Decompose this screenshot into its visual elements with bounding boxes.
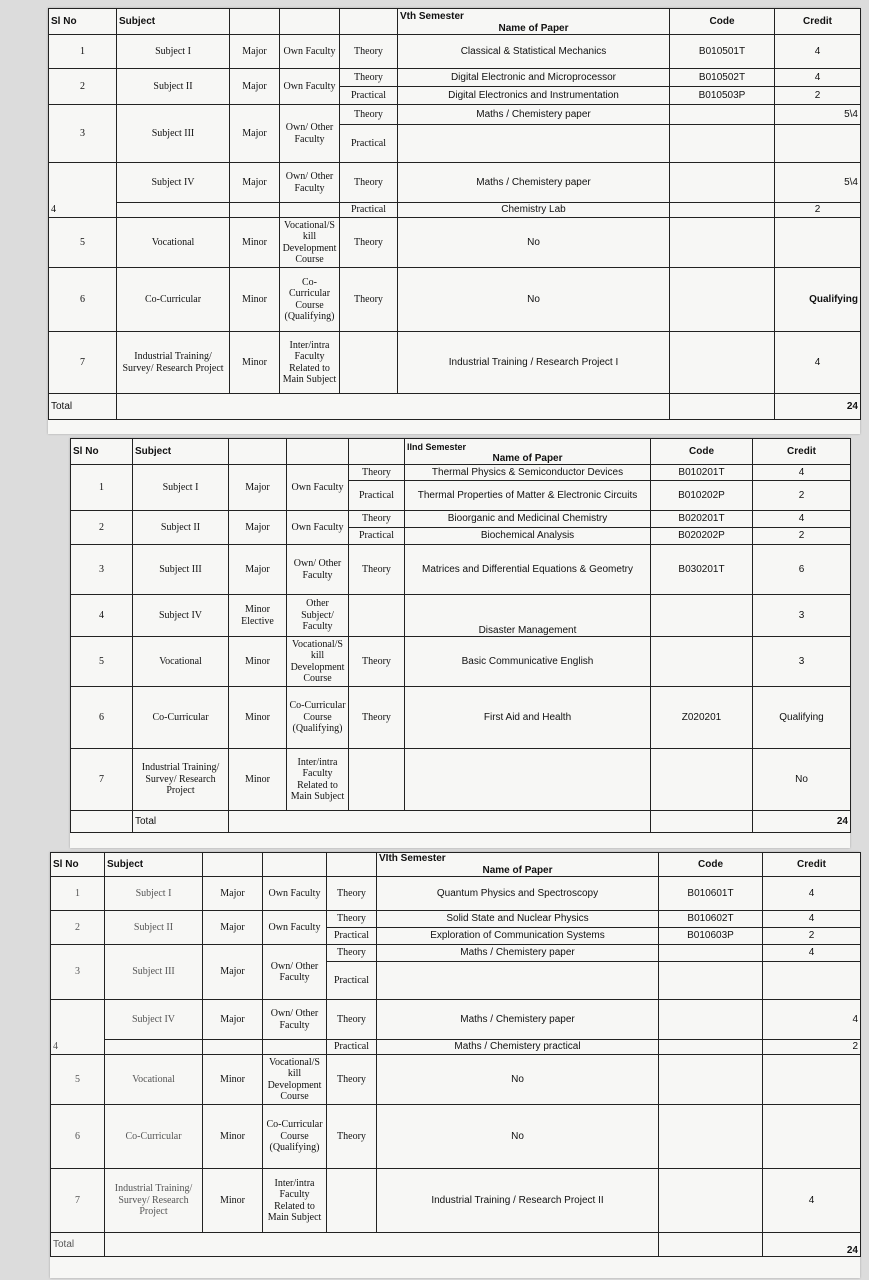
total-row: Total 24 bbox=[51, 1233, 861, 1257]
table-row: 3 Subject III Major Own/ Other Faculty Theory Matrices and Differential Equations & Geometry B030201T 6 bbox=[71, 545, 851, 595]
header-subject: Subject bbox=[117, 9, 230, 35]
vth-semester-table: Sl No Subject Vth Semester Name of Paper Code Credit 1 Subject I Major Own Faculty Theory Classical & Statistical Mechanics B010501T 4 2 Subject II Major Own Faculty Theory Digital Electronic and Microprocessor B010502T 4 Practical Digital Electronics and Instrumentation B010503P 2 3 Subject III Major Own/ Other Faculty Theory Maths / Chemistery paper 5\4 Practical Subject IV Major Own/ Other Faculty Theory Maths / Chemistery paper 5\4 4 Practical Chemistry Lab 2 5 Vocational Minor Vocational/S kill Development Course Theory No 6 Co-Curricular Minor Co-Curricular Course (Qualifying) Theory No Qualifying 7 Industrial Training/ Survey/ Research Project Minor Inter/intra Faculty Related to Main Subject Industrial Training / Research Project I 4 Total 24 bbox=[48, 8, 861, 420]
vth-semester-sheet bbox=[48, 8, 860, 434]
header-credit: Credit bbox=[753, 439, 851, 465]
table-row: 5 Vocational Minor Vocational/S kill Development Course Theory No bbox=[49, 218, 861, 268]
header-subject: Subject bbox=[133, 439, 229, 465]
table-row: Subject IV Major Own/ Other Faculty Theory Maths / Chemistery paper 5\4 bbox=[49, 163, 861, 203]
table-row: Subject IV Major Own/ Other Faculty Theory Maths / Chemistery paper 4 bbox=[51, 1000, 861, 1040]
table-row: 1 Subject I Major Own Faculty Theory Classical & Statistical Mechanics B010501T 4 bbox=[49, 35, 861, 69]
header-sl-no: Sl No bbox=[49, 9, 117, 35]
total-row: Total 24 bbox=[49, 394, 861, 420]
table-row: 1 Subject I Major Own Faculty Theory Thermal Physics & Semiconductor Devices B010201T 4 bbox=[71, 465, 851, 481]
table-row: 7 Industrial Training/ Survey/ Research Project Minor Inter/intra Faculty Related to Main Subject No bbox=[71, 749, 851, 811]
header-name-of-paper: VIth Semester Name of Paper bbox=[377, 853, 659, 877]
semester-title: VIth Semester bbox=[379, 853, 446, 864]
table-row: 5 Vocational Minor Vocational/S kill Development Course Theory No bbox=[51, 1055, 861, 1105]
table-row: 3 Subject III Major Own/ Other Faculty Theory Maths / Chemistery paper 4 bbox=[51, 945, 861, 962]
vith-semester-sheet bbox=[50, 852, 860, 1278]
total-row: Total 24 bbox=[71, 811, 851, 833]
header-credit: Credit bbox=[763, 853, 861, 877]
table-row: 6 Co-Curricular Minor Co-Curricular Course (Qualifying) Theory No bbox=[51, 1105, 861, 1169]
header-credit: Credit bbox=[775, 9, 861, 35]
header-sl-no: Sl No bbox=[71, 439, 133, 465]
table-row: 5 Vocational Minor Vocational/S kill Development Course Theory Basic Communicative English 3 bbox=[71, 637, 851, 687]
table-row: 1 Subject I Major Own Faculty Theory Quantum Physics and Spectroscopy B010601T 4 bbox=[51, 877, 861, 911]
total-credit: 24 bbox=[775, 394, 861, 420]
header-code: Code bbox=[651, 439, 753, 465]
table-row: 2 Subject II Major Own Faculty Theory Digital Electronic and Microprocessor B010502T 4 bbox=[49, 69, 861, 87]
table-row: 2 Subject II Major Own Faculty Theory Bioorganic and Medicinal Chemistry B020201T 4 bbox=[71, 511, 851, 528]
table-row: 4 Subject IV Minor Elective Other Subject/ Faculty Disaster Management 3 bbox=[71, 595, 851, 637]
header-code: Code bbox=[670, 9, 775, 35]
table-row: 7 Industrial Training/ Survey/ Research Project Minor Inter/intra Faculty Related to Main Subject Industrial Training / Research Project I 4 bbox=[49, 332, 861, 394]
total-credit: 24 bbox=[753, 811, 851, 833]
total-credit: 24 bbox=[763, 1233, 861, 1257]
semester-title: Vth Semester bbox=[400, 11, 464, 22]
semester-title: IInd Semester bbox=[407, 442, 467, 453]
iind-semester-table: Sl No Subject IInd Semester Name of Paper Code Credit 1 Subject I Major Own Faculty Theory Thermal Physics & Semiconductor Devices B010201T 4 Practical Thermal Properties of Matter & Electronic Circuits B010202P 2 2 Subject II Major Own Faculty Theory Bioorganic and Medicinal Chemistry B020201T 4 Practical Biochemical Analysis B020202P 2 3 Subject III Major Own/ Other Faculty Theory Matrices and Differential Equations & Geometry B030201T 6 4 Subject IV Minor Elective Other Subject/ Faculty Disaster Management 3 5 Vocational Minor Vocational/S kill Development Course Theory Basic Communicative English 3 6 Co-Curricular Minor Co-Curricular Course (Qualifying) Theory First Aid and Health Z020201 Qualifying 7 Industrial Training/ Survey/ Research Project Minor Inter/intra Faculty Related to Main Subject No Total 24 bbox=[70, 438, 851, 833]
header-sl-no: Sl No bbox=[51, 853, 105, 877]
table-row: 3 Subject III Major Own/ Other Faculty Theory Maths / Chemistery paper 5\4 bbox=[49, 105, 861, 125]
table-row: 6 Co-Curricular Minor Co-Curricular Course (Qualifying) Theory First Aid and Health Z020201 Qualifying bbox=[71, 687, 851, 749]
header-code: Code bbox=[659, 853, 763, 877]
table-row: 7 Industrial Training/ Survey/ Research Project Minor Inter/intra Faculty Related to Main Subject Industrial Training / Research Project II 4 bbox=[51, 1169, 861, 1233]
vith-semester-table: Sl No Subject VIth Semester Name of Paper Code Credit 1 Subject I Major Own Faculty Theory Quantum Physics and Spectroscopy B010601T 4 2 Subject II Major Own Faculty Theory Solid State and Nuclear Physics B010602T 4 Practical Exploration of Communication Systems B010603P 2 3 Subject III Major Own/ Other Faculty Theory Maths / Chemistery paper 4 Practical Subject IV Major Own/ Other Faculty Theory Maths / Chemistery paper 4 4 Practical Maths / Chemistery practical 2 5 Vocational Minor Vocational/S kill Development Course Theory No 6 Co-Curricular Minor Co-Curricular Course (Qualifying) Theory No 7 Industrial Training/ Survey/ Research Project Minor Inter/intra Faculty Related to Main Subject Industrial Training / Research Project II 4 Total 24 bbox=[50, 852, 861, 1257]
table-row: 2 Subject II Major Own Faculty Theory Solid State and Nuclear Physics B010602T 4 bbox=[51, 911, 861, 928]
table-row: 6 Co-Curricular Minor Co-Curricular Course (Qualifying) Theory No Qualifying bbox=[49, 268, 861, 332]
header-name-of-paper: Vth Semester Name of Paper bbox=[398, 9, 670, 35]
header-subject: Subject bbox=[105, 853, 203, 877]
iind-semester-sheet bbox=[70, 438, 850, 848]
header-name-of-paper: IInd Semester Name of Paper bbox=[405, 439, 651, 465]
